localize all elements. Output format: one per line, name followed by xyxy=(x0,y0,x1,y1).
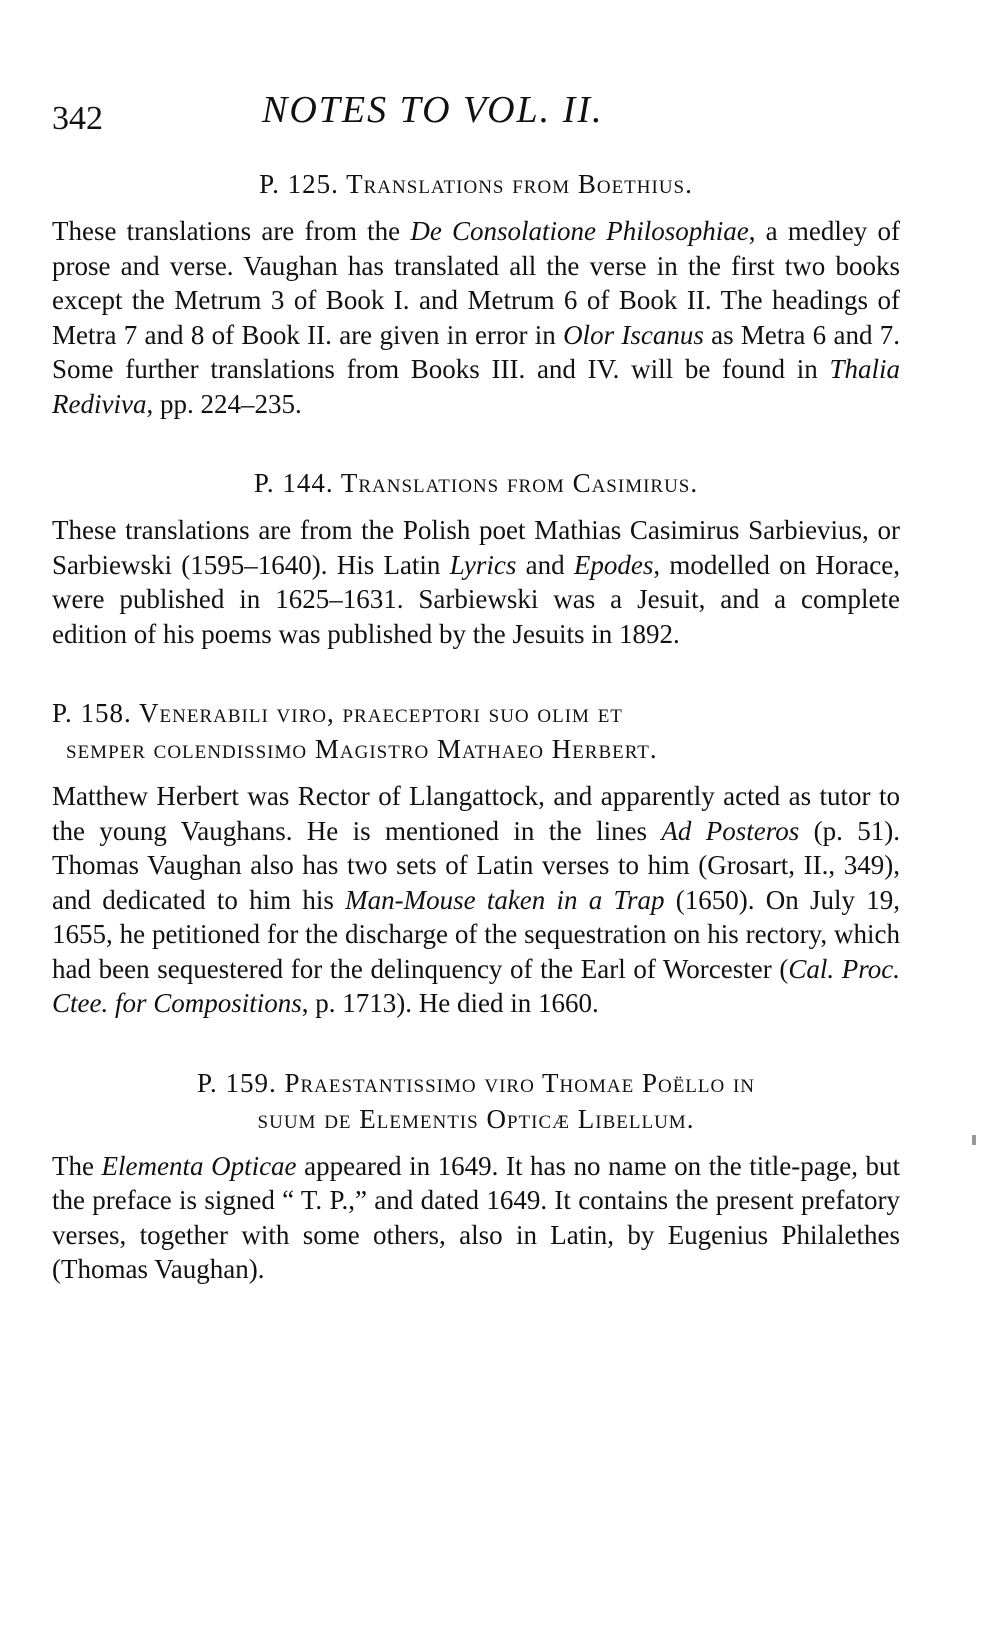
document-page xyxy=(52,80,900,1287)
body-text: , pp. 224–235. xyxy=(146,388,302,419)
body-text: , p. 1713). He died in 1660. xyxy=(301,988,599,1018)
work-title: Cal. Proc. Ctee. for Compositions xyxy=(52,953,900,1018)
body-text: appeared in 1649. It has no name on the title-page, but the preface is signed “ T. P.,” and dated 1649. It contains the present prefatory verses, together with some others, also in Latin, by Eugenius Philalethes (Thomas Vaughan). xyxy=(52,1150,900,1284)
section-body xyxy=(52,214,900,421)
body-text: The xyxy=(52,1150,102,1181)
body-text: Matthew Herbert was Rector of Llangattock, and apparently acted as tutor to the young Vaughans. He is mentioned in the lines xyxy=(52,781,900,846)
heading-line: P. 159. Praestantissimo viro Thomae Poëllo in xyxy=(196,1067,756,1098)
running-title: NOTES TO VOL. II. xyxy=(262,89,604,131)
heading-line: semper colendissimo Magistro Mathaeo Herbert. xyxy=(66,734,658,764)
body-text: , modelled on Horace, were published in 1625–1631. Sarbiewski was a Jesuit, and a complete edition of his poems was published by the Jesuits in 1892. xyxy=(52,549,901,649)
running-head xyxy=(52,80,900,136)
section-body xyxy=(52,779,900,1021)
work-title: Thalia Rediviva xyxy=(52,354,900,419)
section-body xyxy=(52,513,900,651)
work-title: Olor Iscanus xyxy=(563,319,704,350)
heading-line: suum de Elementis Opticæ Libellum. xyxy=(257,1103,695,1134)
section-heading xyxy=(52,695,900,767)
body-text: (p. 51). Thomas Vaughan also has two sets of Latin verses to him (Grosart, II., 349), and dedicated to him his xyxy=(52,815,900,915)
note-casimirus xyxy=(52,465,900,651)
work-title: Lyrics xyxy=(449,549,517,580)
section-heading: P. 125. Translations from Boethius. xyxy=(259,169,693,199)
body-text: (1650). On July 19, 1655, he petitioned for the discharge of the sequestration on his rectory, which had been sequestered for the delinquency of the Earl of Worcester ( xyxy=(52,884,900,984)
section-heading xyxy=(52,1065,900,1137)
section-heading: P. 144. Translations from Casimirus. xyxy=(253,468,699,498)
heading-line: P. 158. Venerabili viro, praeceptori suo olim et xyxy=(52,698,623,728)
body-text: , a medley of prose and verse. Vaughan has translated all the verse in the first two books except the Metrum 3 of Book I. and Metrum 6 of Book II. The headings of Metra 7 and 8 of Book II. are given in error in xyxy=(52,216,900,350)
scan-speck xyxy=(972,1135,976,1145)
note-herbert xyxy=(52,695,900,1021)
work-title: Man-Mouse taken in a Trap xyxy=(345,884,665,915)
work-title: De Consolatione Philosophiae xyxy=(410,216,749,246)
body-text: and xyxy=(516,549,574,580)
note-powell xyxy=(52,1065,900,1287)
body-text: These translations are from the Polish poet Mathias Casimirus Sarbievius, or Sarbiewski (1595–1640). His Latin xyxy=(52,515,900,580)
body-text: as Metra 6 and 7. Some further translations from Books III. and IV. will be found in xyxy=(52,319,900,384)
work-title: Ad Posteros xyxy=(661,815,800,846)
page-number: 342 xyxy=(52,100,103,137)
work-title: Elementa Opticae xyxy=(101,1150,297,1181)
section-body xyxy=(52,1149,900,1287)
work-title: Epodes xyxy=(573,549,654,580)
note-boethius xyxy=(52,166,900,421)
body-text: These translations are from the xyxy=(52,216,411,246)
